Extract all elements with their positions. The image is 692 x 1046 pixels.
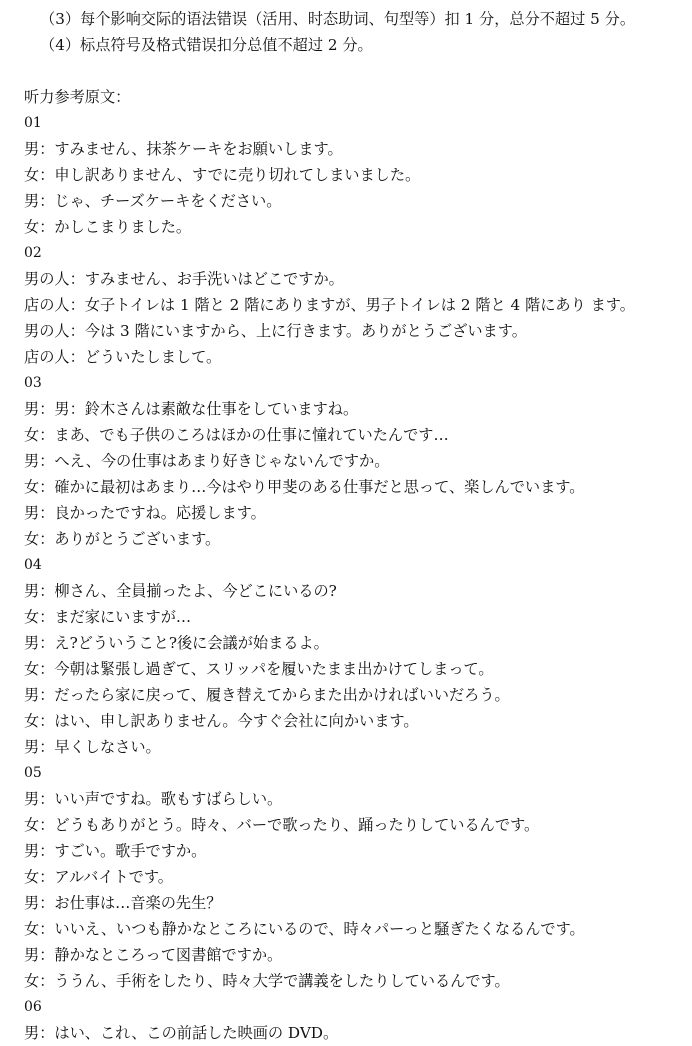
dialogue-line: 男：へえ、今の仕事はあまり好きじゃないんですか。 [24,452,390,470]
dialogue-line: 女：アルバイトです。 [24,868,173,886]
transcript-heading: 听力参考原文： [24,88,131,106]
dialogue-line: 男：柳さん、全員揃ったよ、今どこにいるの? [24,582,337,600]
dialogue-line: 男：お仕事は…音楽の先生？ [24,894,222,912]
scoring-rule: （3）每个影响交际的语法错误（活用、时态助词、句型等）扣 1 分，总分不超过 5 分。 [40,10,636,28]
dialogue-line: 女：ありがとうございます。 [24,530,221,548]
dialogue-line: 男：すごい。歌手ですか。 [24,842,207,860]
section-number: 02 [24,245,42,261]
dialogue-line: 女：確かに最初はあまり…今はやり甲斐のある仕事だと思って、楽しんでいます。 [24,478,585,496]
dialogue-line: 女：ううん、手術をしたり、時々大学で講義をしたりしているんです。 [24,972,510,990]
dialogue-line: 男：だったら家に戻って、履き替えてからまた出かければいいだろう。 [24,686,510,704]
dialogue-line: 男：え?どういうこと?後に会議が始まるよ。 [24,634,329,652]
dialogue-line: 女：申し訳ありません、すでに売り切れてしまいました。 [24,166,421,184]
dialogue-line: 男：早くしなさい。 [24,738,161,756]
dialogue-line: 男：すみません、抹茶ケーキをお願いします。 [24,140,343,158]
dialogue-line: 男：いい声ですね。歌もすばらしい。 [24,790,283,808]
dialogue-line: 男の人：すみません、お手洗いはどこですか。 [24,270,344,288]
dialogue-line: 男：良かったですね。応援します。 [24,504,266,522]
section-number: 03 [24,375,42,391]
section-number: 04 [24,557,42,573]
section-number: 01 [24,115,42,131]
dialogue-line: 店の人：女子トイレは 1 階と 2 階にありますが、男子トイレは 2 階と 4 階にあり ます。 [24,296,635,314]
dialogue-line: 女：いいえ、いつも静かなところにいるので、時々パーっと騒ぎたくなるんです。 [24,920,585,938]
scoring-rule: （4）标点符号及格式错误扣分总值不超过 2 分。 [40,36,373,54]
section-number: 06 [24,999,42,1015]
dialogue-line: 男：じゃ、チーズケーキをください。 [24,192,282,210]
dialogue-line: 女：はい、申し訳ありません。今すぐ会社に向かいます。 [24,712,419,730]
dialogue-line: 女：かしこまりました。 [24,218,192,236]
dialogue-line: 男：静かなところって図書館ですか。 [24,946,283,964]
dialogue-line: 女：まあ、でも子供のころはほかの仕事に憧れていたんです… [24,426,449,444]
dialogue-line: 男の人：今は 3 階にいますから、上に行きます。ありがとうございます。 [24,322,527,340]
dialogue-line: 店の人：どういたしまして。 [24,348,222,366]
dialogue-line: 男：はい、これ、この前話した映画の DVD。 [24,1024,339,1042]
dialogue-line: 女：まだ家にいますが… [24,608,192,626]
dialogue-line: 女：どうもありがとう。時々、バーで歌ったり、踊ったりしているんです。 [24,816,540,834]
section-number: 05 [24,765,42,781]
dialogue-line: 男：男：鈴木さんは素敵な仕事をしていますね。 [24,400,359,418]
dialogue-line: 女：今朝は緊張し過ぎて、スリッパを履いたまま出かけてしまって。 [24,660,494,678]
